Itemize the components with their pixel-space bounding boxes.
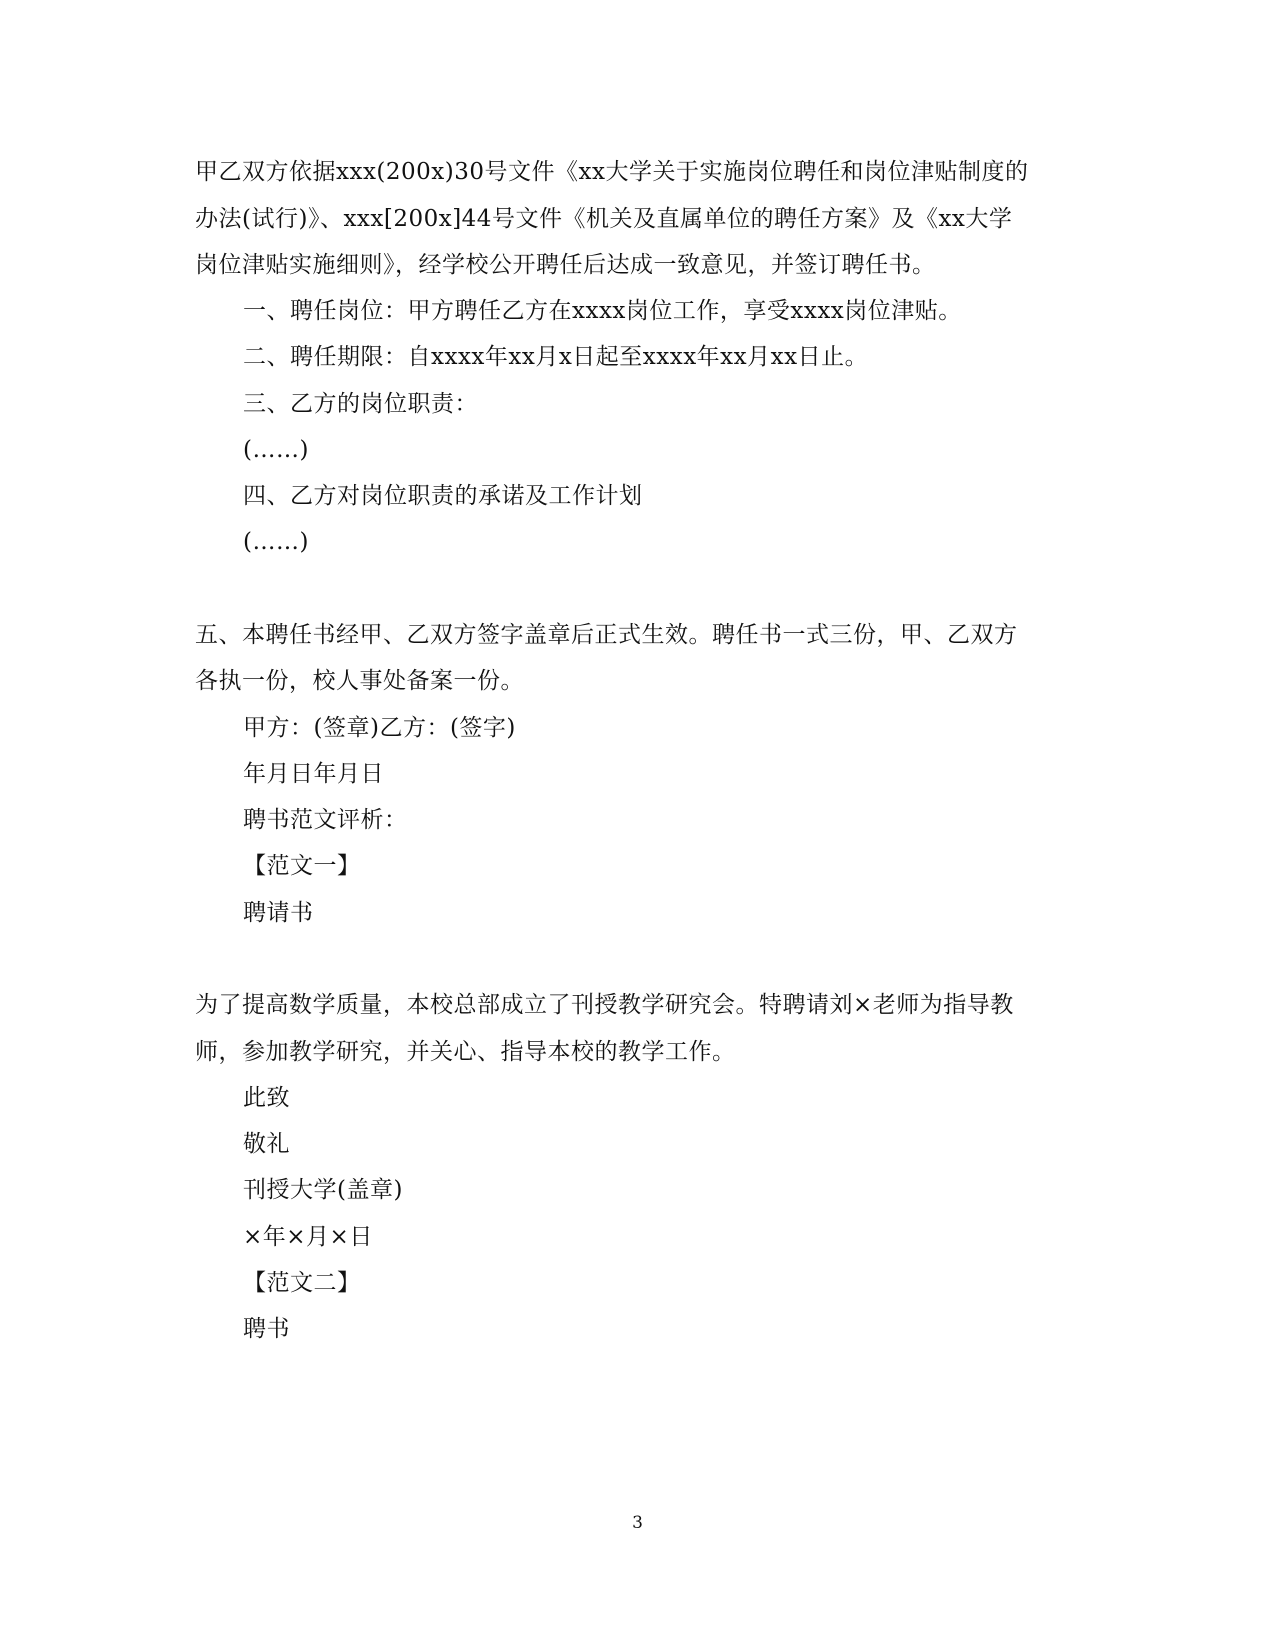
closing-line: 敬礼 [243, 1131, 290, 1157]
paragraph-line: 为了提高数学质量，本校总部成立了刊授教学研究会。特聘请刘×老师为指导教 [195, 992, 1014, 1018]
paragraph-line: 甲乙双方依据xxx(200x)30号文件《xx大学关于实施岗位聘任和岗位津贴制度的 [195, 159, 1029, 185]
date-line: 年月日年月日 [243, 761, 384, 787]
clause-line: 二、聘任期限：自xxxx年xx月x日起至xxxx年xx月xx日止。 [243, 344, 869, 370]
letter-title: 聘请书 [243, 900, 314, 926]
clause-line: 四、乙方对岗位职责的承诺及工作计划 [243, 483, 643, 509]
page-number: 3 [632, 1513, 643, 1533]
signature-line: 甲方：(签章)乙方：(签字) [243, 715, 516, 741]
sample-heading: 【范文一】 [243, 853, 361, 879]
closing-line: 此致 [243, 1085, 290, 1111]
paragraph-line: 师，参加教学研究，并关心、指导本校的教学工作。 [195, 1039, 736, 1065]
paragraph-line: 办法(试行)》、xxx[200x]44号文件《机关及直属单位的聘任方案》及《xx大学 [195, 206, 1013, 232]
paragraph-line: 各执一份，校人事处备案一份。 [195, 668, 524, 694]
section-heading: 聘书范文评析： [243, 807, 408, 833]
letter-title: 聘书 [243, 1316, 290, 1342]
signature-line: 刊授大学(盖章) [243, 1177, 403, 1203]
sample-heading: 【范文二】 [243, 1270, 361, 1296]
ellipsis-line: (……) [243, 437, 309, 463]
ellipsis-line: (……) [243, 529, 309, 555]
clause-line: 一、聘任岗位：甲方聘任乙方在xxxx岗位工作，享受xxxx岗位津贴。 [243, 298, 962, 324]
paragraph-line: 五、本聘任书经甲、乙双方签字盖章后正式生效。聘任书一式三份，甲、乙双方 [195, 622, 1018, 648]
clause-line: 三、乙方的岗位职责： [243, 391, 478, 417]
paragraph-line: 岗位津贴实施细则》，经学校公开聘任后达成一致意见，并签订聘任书。 [195, 252, 936, 278]
date-line: ×年×月×日 [243, 1224, 373, 1250]
